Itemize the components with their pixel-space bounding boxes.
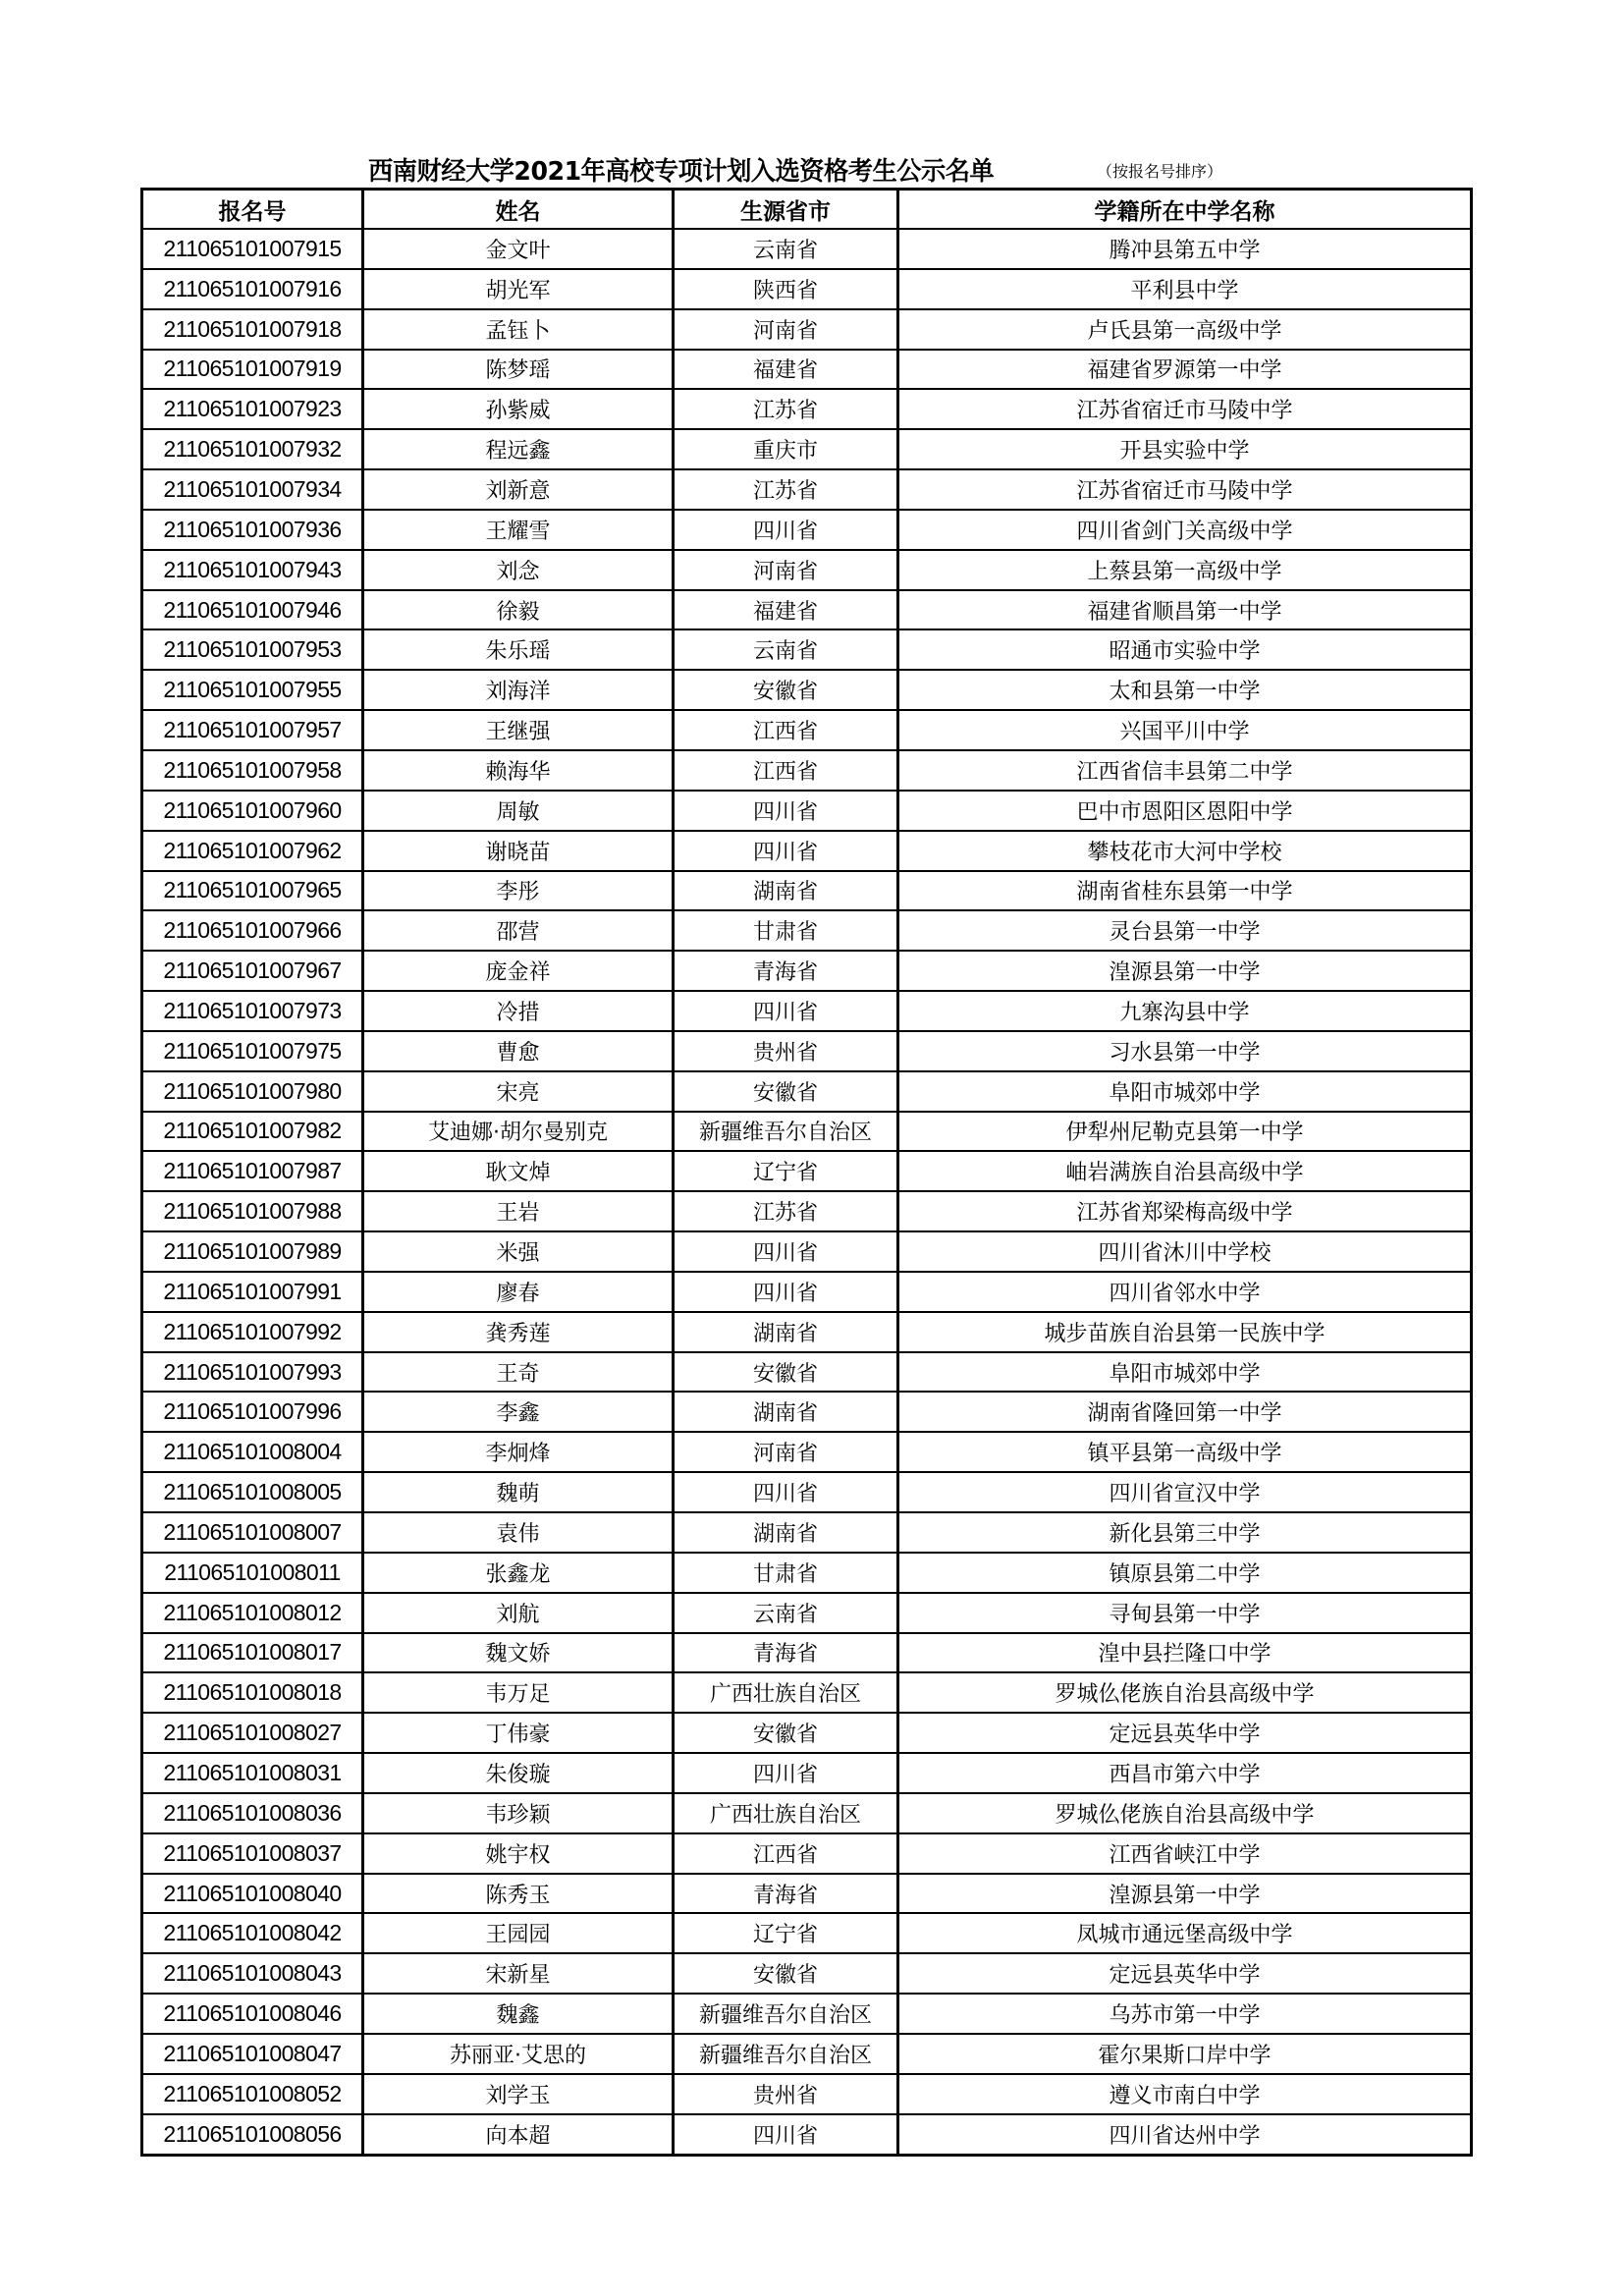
cell-registration-number: 211065101008011: [142, 1553, 363, 1593]
cell-province: 贵州省: [674, 2074, 898, 2114]
document-title: 西南财经大学2021年高校专项计划入选资格考生公示名单: [368, 157, 995, 187]
column-header-school: 学籍所在中学名称: [898, 190, 1472, 230]
cell-province: 辽宁省: [674, 1151, 898, 1191]
cell-school: 平利县中学: [898, 269, 1472, 309]
table-row: [142, 229, 1472, 269]
cell-school: 上蔡县第一高级中学: [898, 550, 1472, 590]
cell-registration-number: 211065101007946: [142, 590, 363, 630]
table-row: [142, 350, 1472, 390]
table-row: [142, 1793, 1472, 1833]
cell-name: 陈梦瑶: [363, 350, 674, 390]
cell-registration-number: 211065101008052: [142, 2074, 363, 2114]
cell-province: 湖南省: [674, 1392, 898, 1432]
table-row: [142, 1994, 1472, 2034]
cell-school: 昭通市实验中学: [898, 629, 1472, 670]
cell-name: 魏文娇: [363, 1633, 674, 1673]
column-header-name: 姓名: [363, 190, 674, 230]
cell-province: 四川省: [674, 991, 898, 1031]
cell-school: 霍尔果斯口岸中学: [898, 2034, 1472, 2074]
cell-name: 王岩: [363, 1191, 674, 1231]
cell-registration-number: 211065101007915: [142, 229, 363, 269]
cell-province: 四川省: [674, 1472, 898, 1512]
cell-school: 福建省罗源第一中学: [898, 350, 1472, 390]
cell-name: 王耀雪: [363, 510, 674, 550]
cell-school: 镇平县第一高级中学: [898, 1432, 1472, 1472]
table-row: [142, 1472, 1472, 1512]
document-title-block: [0, 147, 1624, 187]
table-row: [142, 550, 1472, 590]
table-row: [142, 590, 1472, 630]
table-row: [142, 1031, 1472, 1071]
cell-province: 青海省: [674, 951, 898, 991]
cell-name: 丁伟豪: [363, 1713, 674, 1753]
cell-registration-number: 211065101007980: [142, 1071, 363, 1112]
cell-school: 凤城市通远堡高级中学: [898, 1913, 1472, 1953]
cell-province: 辽宁省: [674, 1913, 898, 1953]
cell-province: 新疆维吾尔自治区: [674, 1112, 898, 1152]
table-row: [142, 791, 1472, 831]
cell-school: 巴中市恩阳区恩阳中学: [898, 791, 1472, 831]
cell-registration-number: 211065101007982: [142, 1112, 363, 1152]
cell-registration-number: 211065101008043: [142, 1953, 363, 1994]
cell-province: 陕西省: [674, 269, 898, 309]
table-row: [142, 469, 1472, 510]
cell-province: 福建省: [674, 350, 898, 390]
cell-school: 四川省达州中学: [898, 2114, 1472, 2155]
table-row: [142, 510, 1472, 550]
cell-province: 安徽省: [674, 1953, 898, 1994]
cell-province: 广西壮族自治区: [674, 1793, 898, 1833]
cell-school: 湟中县拦隆口中学: [898, 1633, 1472, 1673]
cell-school: 罗城仫佬族自治县高级中学: [898, 1672, 1472, 1713]
table-row: [142, 831, 1472, 871]
cell-province: 青海省: [674, 1874, 898, 1914]
table-row: [142, 389, 1472, 429]
cell-registration-number: 211065101007991: [142, 1272, 363, 1312]
cell-registration-number: 211065101008042: [142, 1913, 363, 1953]
table-row: [142, 871, 1472, 911]
cell-province: 安徽省: [674, 1071, 898, 1112]
cell-school: 四川省剑门关高级中学: [898, 510, 1472, 550]
cell-province: 甘肃省: [674, 1553, 898, 1593]
table-row: [142, 1512, 1472, 1553]
cell-registration-number: 211065101008018: [142, 1672, 363, 1713]
cell-name: 苏丽亚·艾思的: [363, 2034, 674, 2074]
cell-name: 李鑫: [363, 1392, 674, 1432]
cell-school: 攀枝花市大河中学校: [898, 831, 1472, 871]
table-row: [142, 1352, 1472, 1393]
cell-name: 陈秀玉: [363, 1874, 674, 1914]
cell-registration-number: 211065101007967: [142, 951, 363, 991]
cell-school: 四川省邻水中学: [898, 1272, 1472, 1312]
cell-school: 湖南省隆回第一中学: [898, 1392, 1472, 1432]
cell-name: 孙紫威: [363, 389, 674, 429]
cell-province: 云南省: [674, 229, 898, 269]
table-row: [142, 1753, 1472, 1793]
cell-province: 四川省: [674, 2114, 898, 2155]
cell-registration-number: 211065101008005: [142, 1472, 363, 1512]
table-row: [142, 1672, 1472, 1713]
cell-province: 广西壮族自治区: [674, 1672, 898, 1713]
cell-registration-number: 211065101007965: [142, 871, 363, 911]
cell-name: 刘念: [363, 550, 674, 590]
table-row: [142, 1112, 1472, 1152]
cell-registration-number: 211065101007953: [142, 629, 363, 670]
table-row: [142, 1432, 1472, 1472]
table-row: [142, 1272, 1472, 1312]
cell-name: 米强: [363, 1231, 674, 1272]
cell-school: 九寨沟县中学: [898, 991, 1472, 1031]
table-body: [142, 229, 1472, 2155]
cell-name: 朱俊璇: [363, 1753, 674, 1793]
table-row: [142, 2114, 1472, 2155]
cell-registration-number: 211065101007943: [142, 550, 363, 590]
cell-school: 乌苏市第一中学: [898, 1994, 1472, 2034]
cell-registration-number: 211065101007975: [142, 1031, 363, 1071]
cell-province: 湖南省: [674, 1512, 898, 1553]
cell-school: 新化县第三中学: [898, 1512, 1472, 1553]
table-row: [142, 1392, 1472, 1432]
cell-province: 重庆市: [674, 429, 898, 469]
cell-province: 四川省: [674, 1753, 898, 1793]
cell-name: 王园园: [363, 1913, 674, 1953]
table-row: [142, 1913, 1472, 1953]
cell-name: 魏鑫: [363, 1994, 674, 2034]
table-row: [142, 1071, 1472, 1112]
cell-name: 金文叶: [363, 229, 674, 269]
cell-name: 龚秀莲: [363, 1312, 674, 1352]
cell-school: 定远县英华中学: [898, 1713, 1472, 1753]
table-row: [142, 710, 1472, 750]
cell-school: 江苏省郑梁梅高级中学: [898, 1191, 1472, 1231]
table-row: [142, 629, 1472, 670]
table-row: [142, 1593, 1472, 1633]
cell-registration-number: 211065101007996: [142, 1392, 363, 1432]
cell-name: 魏萌: [363, 1472, 674, 1512]
cell-school: 定远县英华中学: [898, 1953, 1472, 1994]
cell-name: 周敏: [363, 791, 674, 831]
cell-school: 城步苗族自治县第一民族中学: [898, 1312, 1472, 1352]
cell-school: 罗城仫佬族自治县高级中学: [898, 1793, 1472, 1833]
cell-province: 江苏省: [674, 1191, 898, 1231]
table-row: [142, 951, 1472, 991]
cell-school: 湖南省桂东县第一中学: [898, 871, 1472, 911]
cell-registration-number: 211065101007923: [142, 389, 363, 429]
cell-name: 程远鑫: [363, 429, 674, 469]
cell-province: 河南省: [674, 1432, 898, 1472]
cell-name: 艾迪娜·胡尔曼别克: [363, 1112, 674, 1152]
cell-province: 甘肃省: [674, 910, 898, 951]
cell-name: 韦万足: [363, 1672, 674, 1713]
cell-registration-number: 211065101008036: [142, 1793, 363, 1833]
table-row: [142, 1553, 1472, 1593]
cell-name: 刘海洋: [363, 670, 674, 710]
cell-name: 朱乐瑶: [363, 629, 674, 670]
table-row: [142, 1191, 1472, 1231]
cell-registration-number: 211065101008046: [142, 1994, 363, 2034]
cell-name: 廖春: [363, 1272, 674, 1312]
cell-school: 伊犁州尼勒克县第一中学: [898, 1112, 1472, 1152]
cell-name: 邵营: [363, 910, 674, 951]
table-row: [142, 1231, 1472, 1272]
cell-registration-number: 211065101007957: [142, 710, 363, 750]
cell-registration-number: 211065101007966: [142, 910, 363, 951]
cell-province: 四川省: [674, 1231, 898, 1272]
cell-school: 湟源县第一中学: [898, 951, 1472, 991]
table-row: [142, 750, 1472, 791]
cell-registration-number: 211065101007936: [142, 510, 363, 550]
cell-province: 新疆维吾尔自治区: [674, 2034, 898, 2074]
cell-registration-number: 211065101008017: [142, 1633, 363, 1673]
cell-province: 云南省: [674, 629, 898, 670]
cell-school: 西昌市第六中学: [898, 1753, 1472, 1793]
cell-name: 赖海华: [363, 750, 674, 791]
cell-registration-number: 211065101008031: [142, 1753, 363, 1793]
cell-registration-number: 211065101007993: [142, 1352, 363, 1393]
cell-registration-number: 211065101008056: [142, 2114, 363, 2155]
table-row: [142, 1874, 1472, 1914]
table-row: [142, 2074, 1472, 2114]
table-row: [142, 429, 1472, 469]
cell-name: 耿文焯: [363, 1151, 674, 1191]
cell-province: 安徽省: [674, 1713, 898, 1753]
cell-registration-number: 211065101008047: [142, 2034, 363, 2074]
cell-registration-number: 211065101007918: [142, 309, 363, 350]
cell-school: 太和县第一中学: [898, 670, 1472, 710]
cell-name: 王继强: [363, 710, 674, 750]
cell-name: 曹愈: [363, 1031, 674, 1071]
cell-registration-number: 211065101008037: [142, 1833, 363, 1874]
cell-name: 孟钰卜: [363, 309, 674, 350]
cell-province: 江西省: [674, 1833, 898, 1874]
cell-registration-number: 211065101007988: [142, 1191, 363, 1231]
cell-registration-number: 211065101007919: [142, 350, 363, 390]
cell-province: 湖南省: [674, 871, 898, 911]
cell-province: 河南省: [674, 550, 898, 590]
cell-school: 卢氏县第一高级中学: [898, 309, 1472, 350]
table-row: [142, 2034, 1472, 2074]
cell-name: 胡光军: [363, 269, 674, 309]
cell-school: 镇原县第二中学: [898, 1553, 1472, 1593]
table-row: [142, 269, 1472, 309]
cell-name: 韦珍颖: [363, 1793, 674, 1833]
cell-registration-number: 211065101008004: [142, 1432, 363, 1472]
cell-name: 刘航: [363, 1593, 674, 1633]
cell-school: 四川省宣汉中学: [898, 1472, 1472, 1512]
cell-school: 习水县第一中学: [898, 1031, 1472, 1071]
cell-school: 开县实验中学: [898, 429, 1472, 469]
cell-registration-number: 211065101007962: [142, 831, 363, 871]
table-row: [142, 309, 1472, 350]
cell-registration-number: 211065101007955: [142, 670, 363, 710]
cell-name: 冷措: [363, 991, 674, 1031]
cell-name: 刘新意: [363, 469, 674, 510]
cell-name: 李彤: [363, 871, 674, 911]
cell-name: 刘学玉: [363, 2074, 674, 2114]
cell-school: 遵义市南白中学: [898, 2074, 1472, 2114]
cell-school: 灵台县第一中学: [898, 910, 1472, 951]
cell-province: 安徽省: [674, 1352, 898, 1393]
cell-registration-number: 211065101008012: [142, 1593, 363, 1633]
cell-province: 河南省: [674, 309, 898, 350]
cell-name: 庞金祥: [363, 951, 674, 991]
cell-name: 谢晓苗: [363, 831, 674, 871]
table-row: [142, 991, 1472, 1031]
cell-registration-number: 211065101007934: [142, 469, 363, 510]
cell-province: 江苏省: [674, 389, 898, 429]
table-row: [142, 1151, 1472, 1191]
cell-name: 李炯烽: [363, 1432, 674, 1472]
cell-province: 青海省: [674, 1633, 898, 1673]
cell-registration-number: 211065101007958: [142, 750, 363, 791]
cell-registration-number: 211065101007992: [142, 1312, 363, 1352]
cell-name: 袁伟: [363, 1512, 674, 1553]
cell-province: 湖南省: [674, 1312, 898, 1352]
cell-school: 岫岩满族自治县高级中学: [898, 1151, 1472, 1191]
table-row: [142, 1953, 1472, 1994]
cell-name: 宋亮: [363, 1071, 674, 1112]
cell-registration-number: 211065101008040: [142, 1874, 363, 1914]
cell-school: 福建省顺昌第一中学: [898, 590, 1472, 630]
cell-school: 江西省峡江中学: [898, 1833, 1472, 1874]
cell-province: 四川省: [674, 510, 898, 550]
column-header-registration-number: 报名号: [142, 190, 363, 230]
cell-school: 腾冲县第五中学: [898, 229, 1472, 269]
cell-school: 湟源县第一中学: [898, 1874, 1472, 1914]
cell-name: 徐毅: [363, 590, 674, 630]
cell-registration-number: 211065101007932: [142, 429, 363, 469]
document-subtitle: （按报名号排序）: [1097, 162, 1223, 181]
table-header-row: [142, 190, 1472, 230]
cell-name: 姚宇权: [363, 1833, 674, 1874]
cell-name: 王奇: [363, 1352, 674, 1393]
cell-registration-number: 211065101008007: [142, 1512, 363, 1553]
cell-registration-number: 211065101007987: [142, 1151, 363, 1191]
cell-name: 张鑫龙: [363, 1553, 674, 1593]
table-row: [142, 1833, 1472, 1874]
cell-registration-number: 211065101008027: [142, 1713, 363, 1753]
cell-school: 兴国平川中学: [898, 710, 1472, 750]
cell-province: 四川省: [674, 831, 898, 871]
cell-province: 江西省: [674, 750, 898, 791]
cell-school: 阜阳市城郊中学: [898, 1071, 1472, 1112]
cell-school: 江西省信丰县第二中学: [898, 750, 1472, 791]
cell-province: 安徽省: [674, 670, 898, 710]
cell-registration-number: 211065101007916: [142, 269, 363, 309]
cell-province: 四川省: [674, 791, 898, 831]
candidate-list-table: [140, 188, 1473, 2157]
cell-province: 新疆维吾尔自治区: [674, 1994, 898, 2034]
table-row: [142, 1633, 1472, 1673]
table-row: [142, 1713, 1472, 1753]
cell-registration-number: 211065101007989: [142, 1231, 363, 1272]
cell-name: 向本超: [363, 2114, 674, 2155]
cell-school: 寻甸县第一中学: [898, 1593, 1472, 1633]
cell-province: 贵州省: [674, 1031, 898, 1071]
table-row: [142, 1312, 1472, 1352]
table-row: [142, 910, 1472, 951]
cell-province: 江苏省: [674, 469, 898, 510]
cell-province: 四川省: [674, 1272, 898, 1312]
cell-registration-number: 211065101007973: [142, 991, 363, 1031]
cell-school: 阜阳市城郊中学: [898, 1352, 1472, 1393]
cell-province: 福建省: [674, 590, 898, 630]
cell-province: 云南省: [674, 1593, 898, 1633]
table-row: [142, 670, 1472, 710]
column-header-province: 生源省市: [674, 190, 898, 230]
cell-school: 江苏省宿迁市马陵中学: [898, 469, 1472, 510]
cell-school: 四川省沐川中学校: [898, 1231, 1472, 1272]
cell-registration-number: 211065101007960: [142, 791, 363, 831]
cell-name: 宋新星: [363, 1953, 674, 1994]
cell-school: 江苏省宿迁市马陵中学: [898, 389, 1472, 429]
cell-province: 江西省: [674, 710, 898, 750]
